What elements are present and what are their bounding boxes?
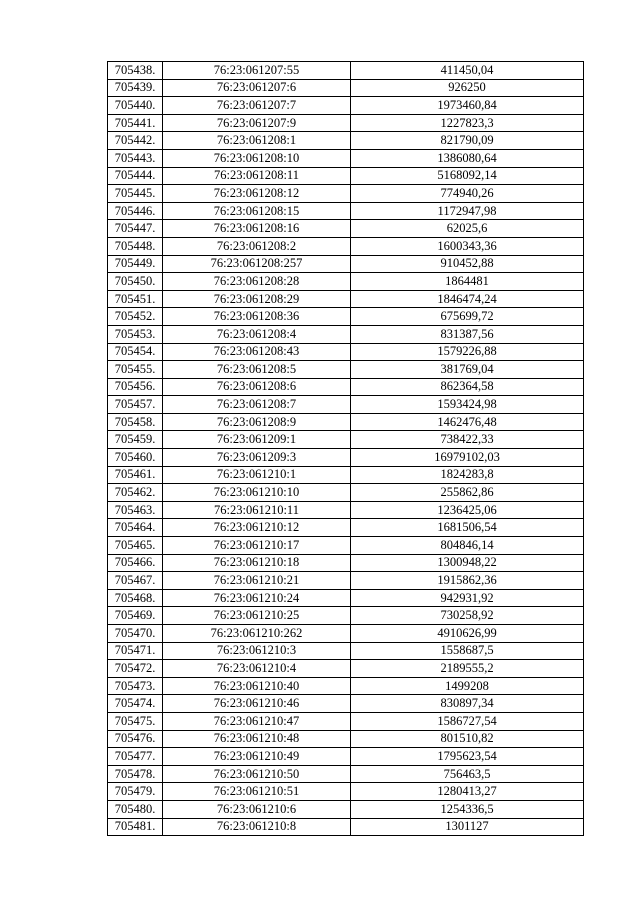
- cadastral-value: 1586727,54: [351, 712, 584, 730]
- row-number: 705479.: [108, 783, 163, 801]
- table-row: [108, 677, 584, 695]
- table-row: [108, 237, 584, 255]
- table-row: [108, 114, 584, 132]
- cadastral-number: 76:23:061210:24: [163, 589, 351, 607]
- row-number: 705452.: [108, 308, 163, 326]
- table-row: [108, 97, 584, 115]
- row-number: 705457.: [108, 396, 163, 414]
- table-row: [108, 290, 584, 308]
- row-number: 705477.: [108, 748, 163, 766]
- table-row: [108, 308, 584, 326]
- cadastral-value: 1558687,5: [351, 642, 584, 660]
- row-number: 705456.: [108, 378, 163, 396]
- row-number: 705475.: [108, 712, 163, 730]
- cadastral-number: 76:23:061208:16: [163, 220, 351, 238]
- cadastral-value: 910452,88: [351, 255, 584, 273]
- cadastral-number: 76:23:061208:1: [163, 132, 351, 150]
- table-row: [108, 695, 584, 713]
- table-row: [108, 378, 584, 396]
- cadastral-value: 1864481: [351, 273, 584, 291]
- table-row: [108, 589, 584, 607]
- cadastral-value: 381769,04: [351, 361, 584, 379]
- table-row: [108, 783, 584, 801]
- table-row: [108, 818, 584, 836]
- cadastral-value: 1593424,98: [351, 396, 584, 414]
- table-row: [108, 449, 584, 467]
- cadastral-number: 76:23:061210:4: [163, 660, 351, 678]
- row-number: 705446.: [108, 202, 163, 220]
- table-row: [108, 220, 584, 238]
- row-number: 705454.: [108, 343, 163, 361]
- cadastral-value: 1300948,22: [351, 554, 584, 572]
- cadastral-value: 1254336,5: [351, 800, 584, 818]
- cadastral-value: 738422,33: [351, 431, 584, 449]
- cadastral-number: 76:23:061210:1: [163, 466, 351, 484]
- table-row: [108, 660, 584, 678]
- cadastral-number: 76:23:061208:7: [163, 396, 351, 414]
- cadastral-value: 831387,56: [351, 325, 584, 343]
- cadastral-value: 1301127: [351, 818, 584, 836]
- table-row: [108, 537, 584, 555]
- cadastral-value: 1600343,36: [351, 237, 584, 255]
- cadastral-value: 1824283,8: [351, 466, 584, 484]
- cadastral-number: 76:23:061208:12: [163, 185, 351, 203]
- cadastral-number: 76:23:061208:257: [163, 255, 351, 273]
- cadastral-number: 76:23:061208:10: [163, 149, 351, 167]
- cadastral-value: 1846474,24: [351, 290, 584, 308]
- cadastral-value: 1172947,98: [351, 202, 584, 220]
- row-number: 705439.: [108, 79, 163, 97]
- row-number: 705453.: [108, 325, 163, 343]
- cadastral-number: 76:23:061208:36: [163, 308, 351, 326]
- cadastral-number: 76:23:061208:4: [163, 325, 351, 343]
- row-number: 705441.: [108, 114, 163, 132]
- cadastral-value: 730258,92: [351, 607, 584, 625]
- cadastral-number: 76:23:061210:48: [163, 730, 351, 748]
- cadastral-number: 76:23:061208:15: [163, 202, 351, 220]
- cadastral-number: 76:23:061209:3: [163, 449, 351, 467]
- cadastral-number: 76:23:061207:6: [163, 79, 351, 97]
- table-row: [108, 149, 584, 167]
- cadastral-value: 1236425,06: [351, 501, 584, 519]
- cadastral-value: 804846,14: [351, 537, 584, 555]
- table-row: [108, 343, 584, 361]
- table-row: [108, 712, 584, 730]
- row-number: 705444.: [108, 167, 163, 185]
- cadastral-value: 1280413,27: [351, 783, 584, 801]
- row-number: 705470.: [108, 625, 163, 643]
- table-body: [108, 62, 584, 836]
- cadastral-number: 76:23:061208:2: [163, 237, 351, 255]
- table-row: [108, 167, 584, 185]
- cadastral-value-table: [107, 61, 584, 836]
- cadastral-value: 821790,09: [351, 132, 584, 150]
- row-number: 705438.: [108, 62, 163, 80]
- table-row: [108, 501, 584, 519]
- cadastral-value: 774940,26: [351, 185, 584, 203]
- row-number: 705467.: [108, 572, 163, 590]
- row-number: 705443.: [108, 149, 163, 167]
- row-number: 705476.: [108, 730, 163, 748]
- table-row: [108, 62, 584, 80]
- row-number: 705468.: [108, 589, 163, 607]
- cadastral-number: 76:23:061210:262: [163, 625, 351, 643]
- row-number: 705480.: [108, 800, 163, 818]
- cadastral-value: 5168092,14: [351, 167, 584, 185]
- row-number: 705451.: [108, 290, 163, 308]
- cadastral-number: 76:23:061210:51: [163, 783, 351, 801]
- cadastral-number: 76:23:061210:8: [163, 818, 351, 836]
- row-number: 705458.: [108, 413, 163, 431]
- row-number: 705442.: [108, 132, 163, 150]
- cadastral-number: 76:23:061207:7: [163, 97, 351, 115]
- cadastral-number: 76:23:061208:11: [163, 167, 351, 185]
- row-number: 705472.: [108, 660, 163, 678]
- cadastral-number: 76:23:061208:9: [163, 413, 351, 431]
- table-row: [108, 413, 584, 431]
- table-row: [108, 484, 584, 502]
- row-number: 705471.: [108, 642, 163, 660]
- table-row: [108, 79, 584, 97]
- cadastral-number: 76:23:061210:21: [163, 572, 351, 590]
- table-row: [108, 185, 584, 203]
- row-number: 705469.: [108, 607, 163, 625]
- row-number: 705466.: [108, 554, 163, 572]
- table-row: [108, 361, 584, 379]
- table-row: [108, 730, 584, 748]
- cadastral-value: 1227823,3: [351, 114, 584, 132]
- row-number: 705448.: [108, 237, 163, 255]
- cadastral-value: 1499208: [351, 677, 584, 695]
- row-number: 705481.: [108, 818, 163, 836]
- cadastral-value: 830897,34: [351, 695, 584, 713]
- cadastral-value: 1681506,54: [351, 519, 584, 537]
- cadastral-number: 76:23:061210:10: [163, 484, 351, 502]
- cadastral-number: 76:23:061210:17: [163, 537, 351, 555]
- table-row: [108, 519, 584, 537]
- table-row: [108, 273, 584, 291]
- row-number: 705474.: [108, 695, 163, 713]
- cadastral-number: 76:23:061210:50: [163, 765, 351, 783]
- cadastral-number: 76:23:061207:9: [163, 114, 351, 132]
- row-number: 705450.: [108, 273, 163, 291]
- cadastral-value: 16979102,03: [351, 449, 584, 467]
- cadastral-value: 1386080,64: [351, 149, 584, 167]
- row-number: 705447.: [108, 220, 163, 238]
- cadastral-number: 76:23:061210:12: [163, 519, 351, 537]
- row-number: 705473.: [108, 677, 163, 695]
- cadastral-value: 62025,6: [351, 220, 584, 238]
- row-number: 705465.: [108, 537, 163, 555]
- cadastral-value: 675699,72: [351, 308, 584, 326]
- cadastral-value: 801510,82: [351, 730, 584, 748]
- cadastral-number: 76:23:061207:55: [163, 62, 351, 80]
- row-number: 705440.: [108, 97, 163, 115]
- cadastral-value: 255862,86: [351, 484, 584, 502]
- cadastral-value: 756463,5: [351, 765, 584, 783]
- cadastral-number: 76:23:061208:29: [163, 290, 351, 308]
- cadastral-value: 942931,92: [351, 589, 584, 607]
- cadastral-number: 76:23:061208:6: [163, 378, 351, 396]
- cadastral-value: 411450,04: [351, 62, 584, 80]
- row-number: 705478.: [108, 765, 163, 783]
- cadastral-number: 76:23:061209:1: [163, 431, 351, 449]
- table-row: [108, 325, 584, 343]
- table-row: [108, 572, 584, 590]
- cadastral-number: 76:23:061210:6: [163, 800, 351, 818]
- cadastral-number: 76:23:061208:5: [163, 361, 351, 379]
- row-number: 705455.: [108, 361, 163, 379]
- table-row: [108, 607, 584, 625]
- cadastral-value: 926250: [351, 79, 584, 97]
- table-row: [108, 748, 584, 766]
- row-number: 705463.: [108, 501, 163, 519]
- cadastral-value: 1915862,36: [351, 572, 584, 590]
- row-number: 705459.: [108, 431, 163, 449]
- cadastral-value: 1462476,48: [351, 413, 584, 431]
- table-row: [108, 396, 584, 414]
- table-row: [108, 466, 584, 484]
- cadastral-value: 1579226,88: [351, 343, 584, 361]
- cadastral-value: 2189555,2: [351, 660, 584, 678]
- cadastral-number: 76:23:061210:47: [163, 712, 351, 730]
- cadastral-number: 76:23:061208:43: [163, 343, 351, 361]
- cadastral-number: 76:23:061210:49: [163, 748, 351, 766]
- row-number: 705464.: [108, 519, 163, 537]
- table-row: [108, 800, 584, 818]
- row-number: 705449.: [108, 255, 163, 273]
- table-row: [108, 132, 584, 150]
- row-number: 705460.: [108, 449, 163, 467]
- cadastral-number: 76:23:061210:18: [163, 554, 351, 572]
- table-row: [108, 642, 584, 660]
- cadastral-value: 1795623,54: [351, 748, 584, 766]
- cadastral-value: 4910626,99: [351, 625, 584, 643]
- table-row: [108, 431, 584, 449]
- table-row: [108, 255, 584, 273]
- table-row: [108, 202, 584, 220]
- table-row: [108, 765, 584, 783]
- cadastral-number: 76:23:061210:3: [163, 642, 351, 660]
- table-row: [108, 554, 584, 572]
- cadastral-value: 1973460,84: [351, 97, 584, 115]
- cadastral-value: 862364,58: [351, 378, 584, 396]
- row-number: 705461.: [108, 466, 163, 484]
- cadastral-number: 76:23:061208:28: [163, 273, 351, 291]
- cadastral-number: 76:23:061210:46: [163, 695, 351, 713]
- row-number: 705462.: [108, 484, 163, 502]
- cadastral-number: 76:23:061210:25: [163, 607, 351, 625]
- table-row: [108, 625, 584, 643]
- cadastral-number: 76:23:061210:40: [163, 677, 351, 695]
- row-number: 705445.: [108, 185, 163, 203]
- cadastral-number: 76:23:061210:11: [163, 501, 351, 519]
